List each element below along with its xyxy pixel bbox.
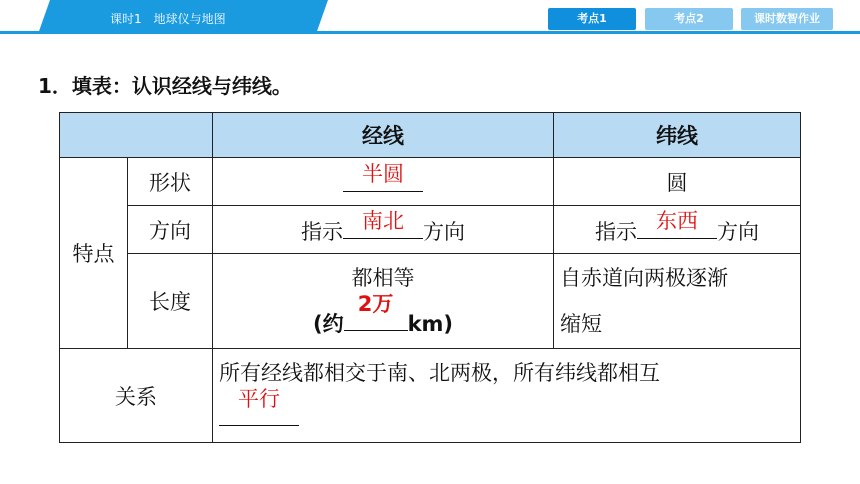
relation-answer: 平行 (238, 386, 280, 411)
features-label: 特点 (60, 158, 128, 349)
shape-meridian-cell (213, 158, 554, 206)
header-meridian: 经线 (213, 113, 554, 158)
length-parallel-line1: 自赤道向两极逐渐 (560, 266, 728, 290)
table-row-shape (60, 158, 801, 206)
direction-suffix: 方向 (423, 219, 465, 244)
header-empty-cell (60, 113, 213, 158)
direction-parallel-answer: 东西 (656, 208, 698, 233)
question-title: 1．填表：认识经线与纬线。 (38, 74, 292, 98)
header-parallel: 纬线 (554, 113, 801, 158)
relation-label: 关系 (60, 349, 213, 443)
nav-homework-button[interactable]: 课时数智作业 (741, 8, 833, 30)
answer-blank (219, 386, 299, 426)
length-meridian-answer: 2万 (357, 292, 394, 316)
direction-prefix: 指示 (301, 219, 343, 244)
direction-suffix: 方向 (717, 219, 759, 244)
length-label: 长度 (128, 254, 213, 349)
length-meridian-line2 (213, 292, 553, 347)
length-parallel-cell (554, 254, 801, 349)
answer-blank (343, 208, 423, 239)
direction-prefix: 指示 (595, 219, 637, 244)
answer-blank (637, 208, 717, 239)
table-row-length (60, 254, 801, 349)
direction-meridian-cell (213, 206, 554, 254)
relation-text: 所有经线都相交于南、北两极，所有纬线都相互 (219, 360, 660, 385)
table-row-direction (60, 206, 801, 254)
meridian-parallel-table (59, 112, 801, 443)
lesson-title: 课时1 地球仪与地图 (110, 12, 226, 26)
answer-blank (344, 292, 408, 331)
table-row-relation (60, 349, 801, 443)
answer-blank (343, 161, 423, 192)
length-meridian-cell (213, 254, 554, 349)
length-meridian-line1: 都相等 (351, 266, 415, 290)
table-header-row (60, 113, 801, 158)
length-suffix: km) (407, 312, 454, 336)
shape-label: 形状 (128, 158, 213, 206)
length-parallel-line2: 缩短 (560, 312, 602, 336)
relation-cell (213, 349, 801, 443)
shape-parallel-cell: 圆 (554, 158, 801, 206)
length-prefix: (约 (312, 312, 344, 336)
direction-meridian-answer: 南北 (362, 208, 404, 233)
direction-parallel-cell (554, 206, 801, 254)
nav-kaodian1-button[interactable]: 考点1 (548, 8, 636, 30)
direction-label: 方向 (128, 206, 213, 254)
nav-kaodian2-button[interactable]: 考点2 (645, 8, 733, 30)
top-bar (0, 0, 860, 34)
relation-line2 (219, 386, 800, 442)
shape-meridian-answer: 半圆 (362, 161, 404, 186)
